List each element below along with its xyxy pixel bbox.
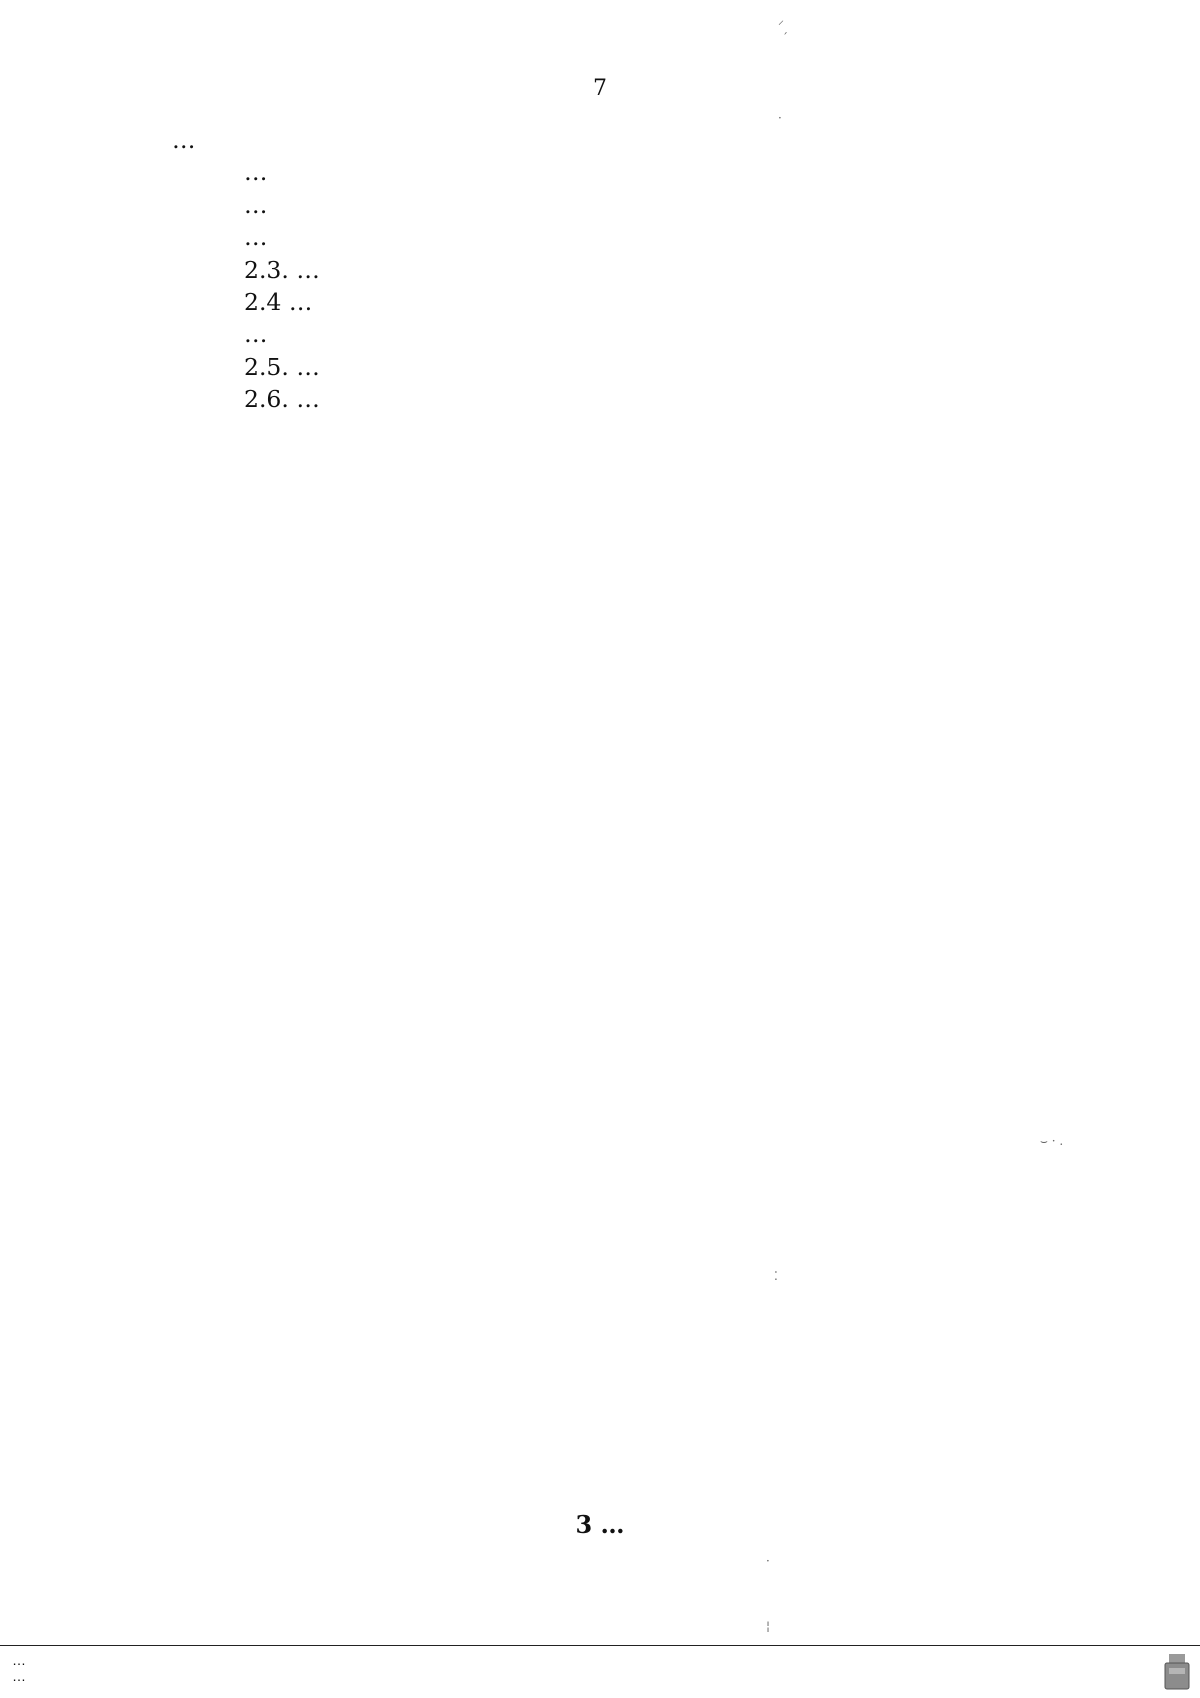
paragraph-2-4: 2.4 … <box>244 288 313 317</box>
scan-artifact: ⁚ <box>774 1269 778 1283</box>
paragraph: … <box>244 320 268 349</box>
scan-artifact: · <box>766 1554 770 1568</box>
scan-artifact: ´ <box>782 31 788 45</box>
paragraph: … <box>244 158 268 187</box>
footer <box>12 1652 26 1684</box>
footer-line-1: … <box>12 1652 26 1668</box>
section-heading: 3 … <box>575 1510 625 1539</box>
paragraph-2-5: 2.5. … <box>244 352 320 381</box>
paragraph: … <box>172 126 196 154</box>
scan-artifact: · <box>778 111 782 125</box>
paragraph: … <box>244 223 268 252</box>
scan-artifact: ¦ <box>766 1619 771 1633</box>
document-tray-icon <box>1164 1652 1190 1690</box>
scan-artifact: ⸝ <box>778 13 785 27</box>
scan-artifact: ⌣ · . <box>1040 1134 1064 1148</box>
paragraph: … <box>244 190 268 219</box>
paragraph-2-3: 2.3. … <box>244 255 320 284</box>
page-number: 7 <box>593 76 607 101</box>
paragraph-2-6: 2.6. … <box>244 385 320 414</box>
footer-line-2: … <box>12 1668 26 1684</box>
footer-divider <box>0 1645 1200 1646</box>
document-body <box>172 124 1106 416</box>
